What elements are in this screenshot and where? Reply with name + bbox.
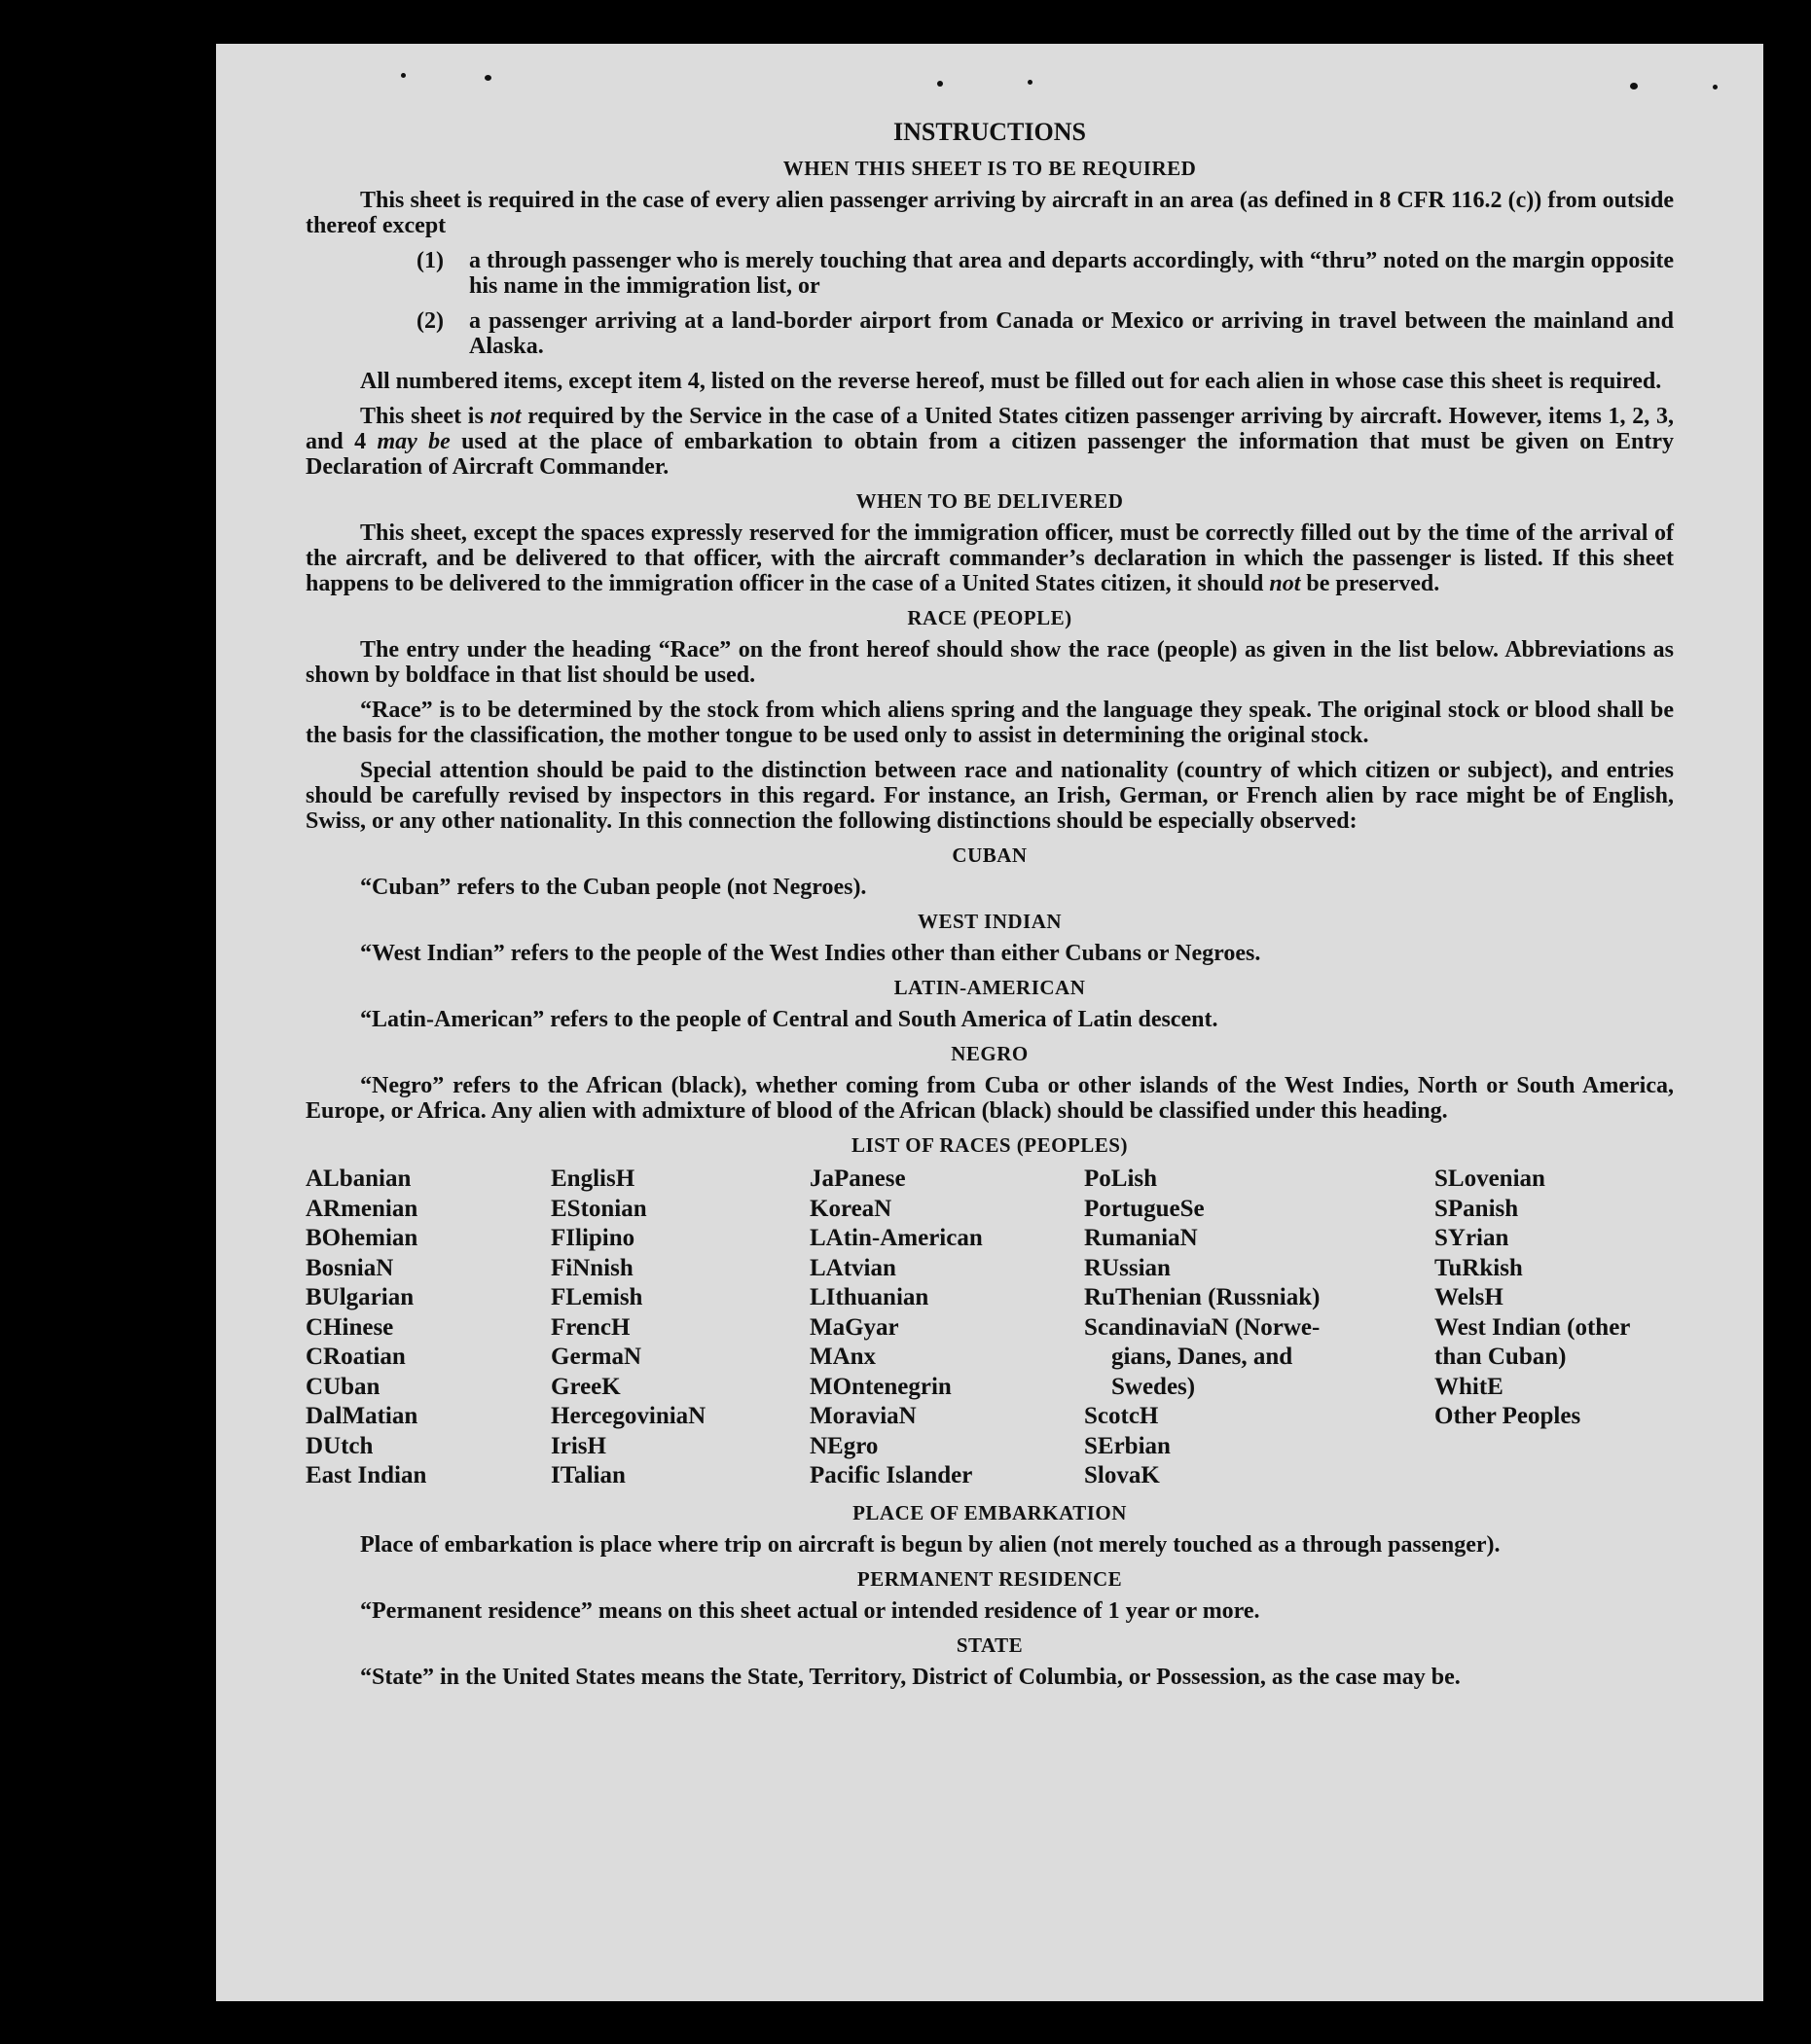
section-heading-west-indian: WEST INDIAN xyxy=(917,910,1063,933)
race-entry: CRoatian xyxy=(306,1344,406,1370)
paragraph xyxy=(306,404,1674,480)
race-entry: ALbanian xyxy=(306,1165,412,1192)
paragraph: All numbered items, except item 4, listed on the reverse hereof, must be filled out for each alien in whose case this sheet is required. xyxy=(360,369,1662,394)
race-column xyxy=(551,1165,810,1491)
race-entry: SPanish xyxy=(1434,1195,1519,1222)
race-entry: KoreaN xyxy=(810,1195,892,1222)
race-entry: JaPanese xyxy=(810,1165,906,1192)
document-page xyxy=(216,44,1763,2001)
text-run: used at the place of embarkation to obtain from a citizen passenger the information that must be given on Entry Declaration of Aircraft Commander. xyxy=(306,429,1674,480)
section-heading-race: RACE (PEOPLE) xyxy=(907,606,1072,629)
paragraph: “State” in the United States means the State, Territory, District of Columbia, or Possession, as the case may be. xyxy=(360,1664,1461,1690)
race-entry: FIlipino xyxy=(551,1225,635,1251)
speck-mark xyxy=(485,75,491,81)
race-entry: MOntenegrin xyxy=(810,1373,952,1400)
text-run: required by the Service in the case of a United States citizen passenger arriving by aircraft. However, items 1, 2, 3, and 4 xyxy=(306,404,1675,454)
section-heading-cuban: CUBAN xyxy=(952,843,1028,867)
race-entry: CHinese xyxy=(306,1313,394,1341)
speck-mark xyxy=(401,73,406,78)
race-column xyxy=(810,1165,1084,1491)
race-entry: SLovenian xyxy=(1434,1165,1545,1192)
race-entry: LIthuanian xyxy=(810,1284,929,1310)
item-text: a through passenger who is merely touching that area and departs accordingly, with “thru” noted on the margin opposite his name in the immigration list, or xyxy=(469,248,1674,299)
race-entry: SYrian xyxy=(1434,1225,1509,1251)
page-title: INSTRUCTIONS xyxy=(893,118,1086,146)
item-number: (2) xyxy=(417,308,444,334)
section-heading-when-delivered: WHEN TO BE DELIVERED xyxy=(855,489,1124,513)
text-run: be preserved. xyxy=(1300,571,1440,596)
race-entry: ARmenian xyxy=(306,1195,418,1222)
section-heading-list-of-races: LIST OF RACES (PEOPLES) xyxy=(851,1133,1128,1157)
paragraph: “Permanent residence” means on this sheet actual or intended residence of 1 year or more. xyxy=(360,1597,1260,1624)
race-entry-continuation: Swedes) xyxy=(1111,1373,1196,1400)
race-entry: PortugueSe xyxy=(1084,1195,1205,1222)
paragraph: “Latin-American” refers to the people of Central and South America of Latin descent. xyxy=(360,1007,1218,1032)
race-entry: RuThenian (Russniak) xyxy=(1084,1284,1321,1310)
race-entry: SlovaK xyxy=(1084,1462,1160,1488)
italic-text: may be xyxy=(377,429,451,454)
race-entry: GermaN xyxy=(551,1344,642,1370)
instructions-content xyxy=(306,118,1674,1700)
race-entry: PoLish xyxy=(1084,1165,1158,1192)
race-column xyxy=(306,1165,551,1491)
paragraph: The entry under the heading “Race” on the front hereof should show the race (people) as given in the list below. Abbreviations as shown by boldface in that list should be used. xyxy=(306,637,1674,688)
italic-text: not xyxy=(489,404,522,429)
race-entry: ScotcH xyxy=(1084,1403,1159,1429)
race-column xyxy=(1084,1165,1434,1491)
section-heading-embarkation: PLACE OF EMBARKATION xyxy=(852,1500,1127,1524)
race-entry-continuation: than Cuban) xyxy=(1434,1344,1567,1370)
race-entry: DalMatian xyxy=(306,1403,418,1429)
item-text: a passenger arriving at a land-border airport from Canada or Mexico or arriving in travel between the mainland and Alaska. xyxy=(469,308,1674,359)
race-entry: FiNnish xyxy=(551,1254,634,1281)
section-heading-latin-american: LATIN-AMERICAN xyxy=(893,976,1086,999)
race-entry: RUssian xyxy=(1084,1254,1171,1281)
paragraph: “Race” is to be determined by the stock from which aliens spring and the language they speak. The original stock or blood shall be the basis for the classification, the mother tongue to be used only to assist in determining the original stock. xyxy=(306,698,1674,748)
race-entry: IrisH xyxy=(551,1432,606,1459)
paragraph xyxy=(306,520,1674,596)
list-item xyxy=(417,308,1674,359)
race-entry: WelsH xyxy=(1434,1284,1503,1310)
speck-mark xyxy=(1713,85,1718,90)
race-entry: LAtin-American xyxy=(810,1225,983,1251)
section-heading-when-required: WHEN THIS SHEET IS TO BE REQUIRED xyxy=(782,157,1197,180)
text-run: This sheet is xyxy=(360,404,490,429)
text-run: This sheet, except the spaces expressly reserved for the immigration officer, must be correctly filled out by the time of the arrival of the aircraft, and be delivered to that officer, with the aircraft commander’s declaration in which the passenger is listed. If this sheet happens to be delivered to the immigration officer in the case of a United States citizen, it should xyxy=(306,520,1674,596)
item-number: (1) xyxy=(417,248,444,273)
paragraph: Special attention should be paid to the distinction between race and nationality (country of which citizen or subject), and entries should be carefully revised by inspectors in this regard. For instance, an Irish, German, or French alien by race might be of English, Swiss, or any other nationality. In this connection the following distinctions should be especially observed: xyxy=(306,758,1674,834)
italic-text: not xyxy=(1269,571,1301,596)
race-column xyxy=(1434,1165,1674,1491)
race-entry: ScandinaviaN (Norwe- xyxy=(1084,1313,1321,1341)
race-entry: BosniaN xyxy=(306,1254,394,1281)
race-entry: Pacific Islander xyxy=(810,1462,973,1488)
race-entry: EnglisH xyxy=(551,1165,635,1192)
race-entry: HercegoviniaN xyxy=(551,1403,706,1429)
race-entry: MoraviaN xyxy=(810,1403,917,1429)
race-entry: CUban xyxy=(306,1373,380,1400)
paragraph: “Negro” refers to the African (black), whether coming from Cuba or other islands of the West Indies, North or South America, Europe, or Africa. Any alien with admixture of blood of the African (black) should be classified under this heading. xyxy=(306,1073,1674,1124)
race-entry: BOhemian xyxy=(306,1225,418,1251)
race-entry: BUlgarian xyxy=(306,1284,415,1310)
race-entry: WhitE xyxy=(1434,1373,1503,1400)
race-entry: ITalian xyxy=(551,1462,626,1488)
section-heading-permanent-residence: PERMANENT RESIDENCE xyxy=(856,1566,1123,1591)
race-entry: RumaniaN xyxy=(1084,1225,1198,1251)
speck-mark xyxy=(1630,83,1638,90)
race-entry: East Indian xyxy=(306,1462,427,1488)
race-entry: MAnx xyxy=(810,1344,877,1370)
speck-mark xyxy=(937,81,943,87)
race-entry: TuRkish xyxy=(1434,1254,1523,1281)
race-list xyxy=(306,1165,1674,1491)
race-entry-continuation: gians, Danes, and xyxy=(1111,1344,1293,1370)
section-heading-state: STATE xyxy=(956,1632,1024,1657)
paragraph: Place of embarkation is place where trip on aircraft is begun by alien (not merely touched as a through passenger). xyxy=(360,1531,1501,1558)
race-entry: MaGyar xyxy=(810,1313,899,1341)
race-entry: FLemish xyxy=(551,1284,643,1310)
paragraph: “West Indian” refers to the people of the West Indies other than either Cubans or Negroes. xyxy=(360,941,1261,966)
race-entry: NEgro xyxy=(810,1432,879,1459)
list-item xyxy=(417,248,1674,299)
race-entry: Other Peoples xyxy=(1434,1403,1581,1429)
race-entry: EStonian xyxy=(551,1195,647,1222)
paragraph: “Cuban” refers to the Cuban people (not Negroes). xyxy=(360,875,867,900)
race-entry: LAtvian xyxy=(810,1254,896,1281)
race-entry: SErbian xyxy=(1084,1432,1171,1459)
race-entry: FrencH xyxy=(551,1313,631,1341)
race-entry: GreeK xyxy=(551,1373,621,1400)
paragraph: This sheet is required in the case of every alien passenger arriving by aircraft in an area (as defined in 8 CFR 116.2 (c)) from outside thereof except xyxy=(306,188,1674,238)
speck-mark xyxy=(1028,80,1032,85)
race-entry: DUtch xyxy=(306,1432,374,1459)
section-heading-negro: NEGRO xyxy=(951,1042,1029,1065)
race-entry: West Indian (other xyxy=(1434,1313,1631,1341)
